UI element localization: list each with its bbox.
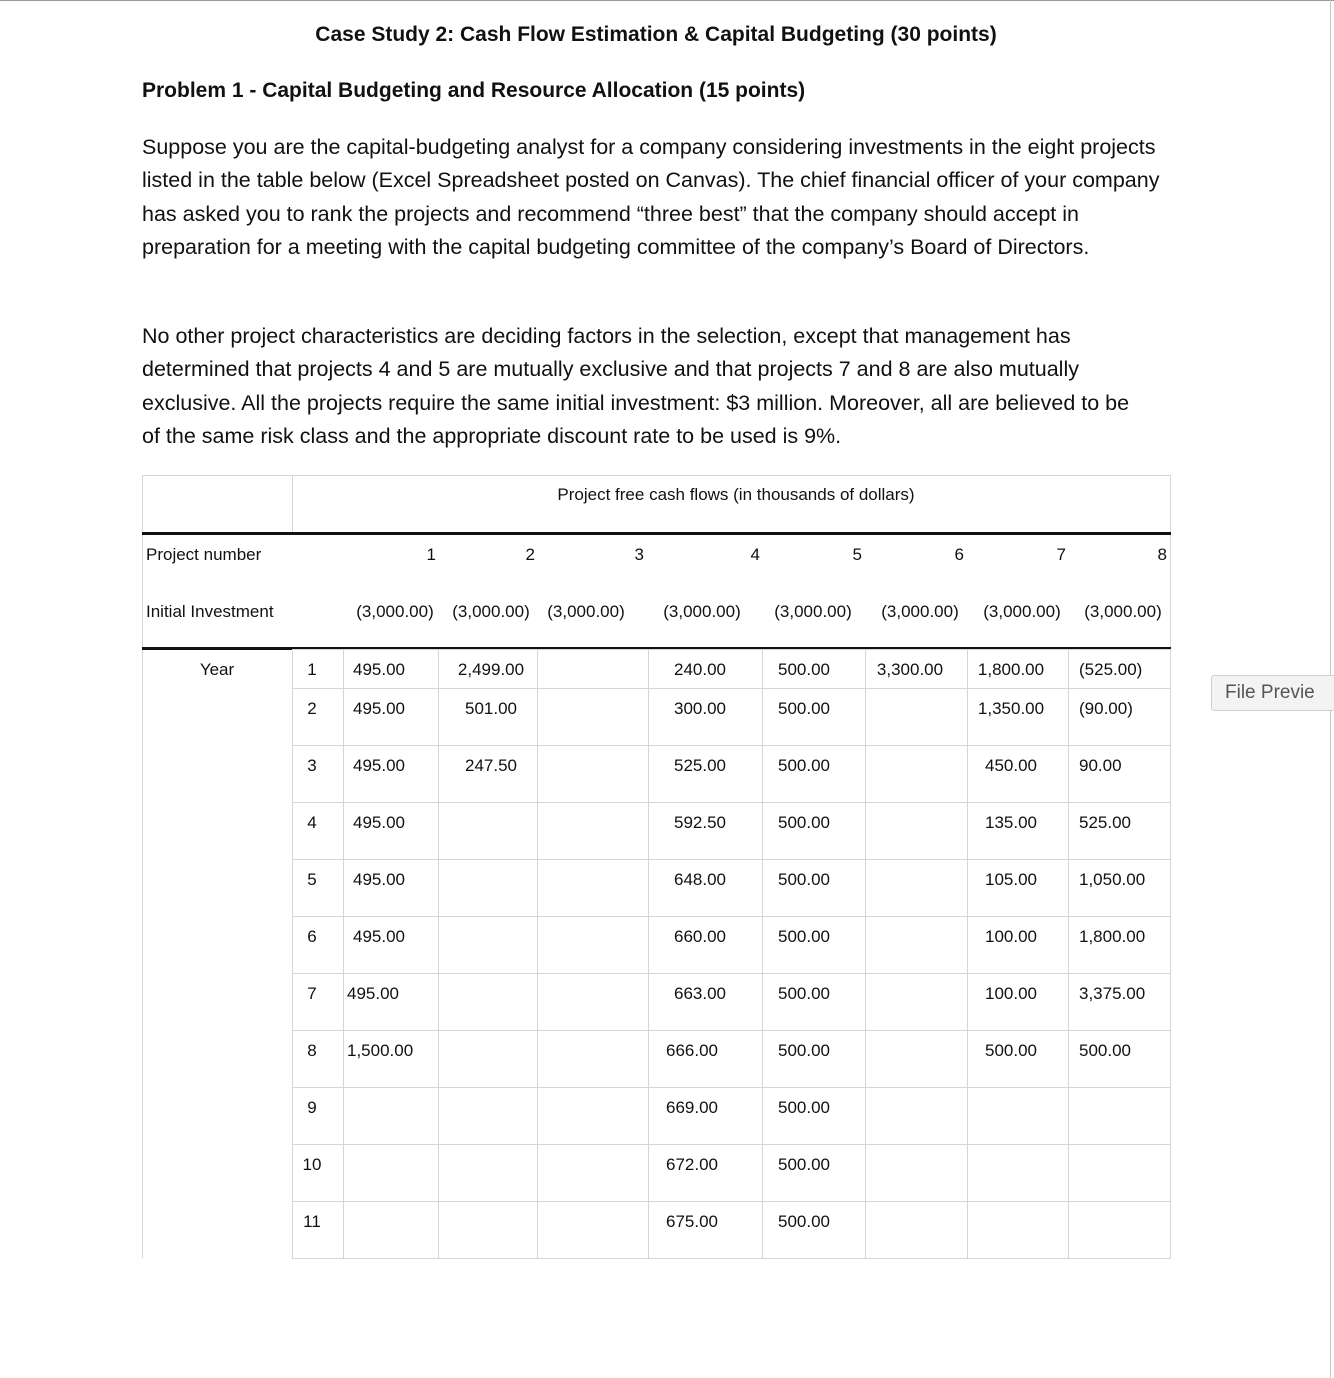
cash-flow-cell: 501.00 bbox=[465, 699, 517, 718]
initial-investment-value: (3,000.00) bbox=[547, 602, 625, 621]
cash-flow-cell: (90.00) bbox=[1079, 699, 1133, 718]
project-number-6: 6 bbox=[954, 545, 964, 564]
project-number-7: 7 bbox=[1056, 545, 1066, 564]
table-caption: Project free cash flows (in thousands of dollars) bbox=[557, 485, 915, 504]
cash-flow-cell: 495.00 bbox=[353, 756, 405, 775]
year-number: 11 bbox=[303, 1212, 321, 1231]
initial-investment-value: (3,000.00) bbox=[663, 602, 741, 621]
cash-flow-cell: 500.00 bbox=[778, 1041, 830, 1060]
year-number: 3 bbox=[307, 756, 317, 775]
cash-flow-cell: 648.00 bbox=[674, 870, 726, 889]
cash-flow-cell: 240.00 bbox=[674, 660, 726, 679]
project-number-2: 2 bbox=[525, 545, 535, 564]
year-number: 2 bbox=[307, 699, 317, 718]
cash-flow-cell: 500.00 bbox=[1079, 1041, 1131, 1060]
table-divider-caption bbox=[292, 475, 293, 533]
table-grid-row bbox=[292, 1144, 1171, 1145]
project-number-8: 8 bbox=[1157, 545, 1167, 564]
table-grid-column bbox=[1170, 649, 1171, 1258]
year-number: 8 bbox=[307, 1041, 317, 1060]
cash-flow-cell: 495.00 bbox=[353, 870, 405, 889]
constraints-paragraph: No other project characteristics are deciding factors in the selection, except that management has determined that projects 4 and 5 are mutually exclusive and that projects 7 and 8 are also mutually exclusive. All the projects require the same initial investment: $3 million. Moreover, all are believed to be of the same risk class and the appropriate discount rate to be used is 9%. bbox=[142, 324, 1130, 448]
cash-flow-cell: 675.00 bbox=[666, 1212, 718, 1231]
project-number-1: 1 bbox=[426, 545, 436, 564]
project-number-label: Project number bbox=[146, 545, 262, 564]
cash-flow-cell: (525.00) bbox=[1079, 660, 1143, 679]
cash-flow-cell: 1,800.00 bbox=[1079, 927, 1146, 946]
cash-flow-cell: 500.00 bbox=[778, 813, 830, 832]
initial-investment-value: (3,000.00) bbox=[356, 602, 434, 621]
initial-investment-value: (3,000.00) bbox=[452, 602, 530, 621]
cash-flow-cell: 500.00 bbox=[778, 870, 830, 889]
table-grid-row bbox=[292, 1258, 1171, 1259]
cash-flow-cell: 495.00 bbox=[353, 699, 405, 718]
initial-investment-label: Initial Investment bbox=[146, 602, 274, 621]
cash-flow-cell: 2,499.00 bbox=[457, 660, 525, 679]
cash-flow-cell: 300.00 bbox=[674, 699, 726, 718]
year-number: 9 bbox=[307, 1098, 317, 1117]
intro-paragraph: Suppose you are the capital-budgeting analyst for a company considering investments in the eight projects listed in the table below (Excel Spreadsheet posted on Canvas). The chief financial officer of your company has asked you to rank the projects and recommend “three best” that the company should accept in preparation for a meeting with the capital budgeting committee of the company’s Board of Directors. bbox=[142, 135, 1160, 259]
table-grid-row bbox=[292, 916, 1171, 917]
cash-flow-cell: 663.00 bbox=[674, 984, 726, 1003]
year-number: 5 bbox=[307, 870, 317, 889]
cash-flow-cell: 672.00 bbox=[666, 1155, 718, 1174]
table-grid-column bbox=[292, 649, 293, 1258]
table-grid-row bbox=[292, 973, 1171, 974]
cash-flow-cell: 3,300.00 bbox=[876, 660, 944, 679]
cash-flow-cell: 1,350.00 bbox=[977, 699, 1045, 718]
cash-flow-cell: 500.00 bbox=[778, 984, 830, 1003]
cash-flow-cell: 135.00 bbox=[985, 813, 1037, 832]
cash-flow-cell: 1,050.00 bbox=[1079, 870, 1146, 889]
table-grid-row bbox=[292, 1201, 1171, 1202]
file-preview-button[interactable]: File Previe bbox=[1211, 675, 1334, 711]
year-number: 6 bbox=[307, 927, 317, 946]
cash-flow-cell: 495.00 bbox=[353, 813, 405, 832]
cash-flow-cell: 500.00 bbox=[778, 1155, 830, 1174]
cash-flow-cell: 495.00 bbox=[353, 660, 405, 679]
table-rule-under-caption bbox=[142, 532, 1171, 535]
cash-flow-cell: 100.00 bbox=[985, 984, 1037, 1003]
project-number-5: 5 bbox=[852, 545, 862, 564]
cash-flow-cell: 1,800.00 bbox=[977, 660, 1045, 679]
project-number-4: 4 bbox=[750, 545, 760, 564]
cash-flow-cell: 247.50 bbox=[465, 756, 517, 775]
cash-flow-cell: 500.00 bbox=[778, 927, 830, 946]
cash-flow-cell: 1,500.00 bbox=[347, 1041, 414, 1060]
cash-flow-cell: 3,375.00 bbox=[1079, 984, 1146, 1003]
initial-investment-value: (3,000.00) bbox=[774, 602, 852, 621]
cash-flow-cell: 500.00 bbox=[778, 756, 830, 775]
table-grid-row bbox=[292, 802, 1171, 803]
table-grid-column bbox=[967, 649, 968, 1258]
cash-flow-cell: 500.00 bbox=[778, 660, 830, 679]
project-number-3: 3 bbox=[634, 545, 644, 564]
cash-flow-cell: 90.00 bbox=[1079, 756, 1122, 775]
table-grid-column bbox=[537, 649, 538, 1258]
table-grid-row bbox=[292, 1030, 1171, 1031]
cash-flow-cell: 105.00 bbox=[985, 870, 1037, 889]
table-grid-column bbox=[648, 649, 649, 1258]
case-study-title: Case Study 2: Cash Flow Estimation & Capital Budgeting (30 points) bbox=[315, 23, 997, 46]
cash-flow-cell: 450.00 bbox=[985, 756, 1037, 775]
cash-flow-cell: 495.00 bbox=[347, 984, 399, 1003]
cash-flow-cell: 592.50 bbox=[674, 813, 726, 832]
year-number: 7 bbox=[307, 984, 317, 1003]
year-number: 1 bbox=[307, 660, 317, 679]
table-grid-column bbox=[438, 649, 439, 1258]
page-top-border bbox=[0, 0, 1334, 1]
cash-flow-cell: 500.00 bbox=[778, 1212, 830, 1231]
table-grid-column bbox=[865, 649, 866, 1258]
cash-flow-cell: 666.00 bbox=[666, 1041, 718, 1060]
table-grid-column bbox=[1068, 649, 1069, 1258]
table-grid-row bbox=[292, 688, 1171, 689]
year-number: 4 bbox=[307, 813, 317, 832]
table-grid-row bbox=[292, 859, 1171, 860]
cash-flow-cell: 669.00 bbox=[666, 1098, 718, 1117]
initial-investment-value: (3,000.00) bbox=[1084, 602, 1162, 621]
initial-investment-value: (3,000.00) bbox=[983, 602, 1061, 621]
cash-flow-cell: 500.00 bbox=[778, 699, 830, 718]
table-grid-row bbox=[292, 649, 1171, 650]
table-grid-row bbox=[292, 745, 1171, 746]
table-frame-left bbox=[142, 475, 143, 1258]
cash-flow-cell: 100.00 bbox=[985, 927, 1037, 946]
year-label: Year bbox=[199, 660, 235, 679]
problem-title: Problem 1 - Capital Budgeting and Resource Allocation (15 points) bbox=[142, 79, 806, 102]
initial-investment-value: (3,000.00) bbox=[881, 602, 959, 621]
cash-flow-cell: 660.00 bbox=[674, 927, 726, 946]
cash-flow-cell: 500.00 bbox=[985, 1041, 1037, 1060]
cash-flow-cell: 500.00 bbox=[778, 1098, 830, 1117]
cash-flow-cell: 495.00 bbox=[353, 927, 405, 946]
table-grid-column bbox=[762, 649, 763, 1258]
cash-flow-cell: 525.00 bbox=[674, 756, 726, 775]
table-grid-row bbox=[292, 1087, 1171, 1088]
cash-flow-cell: 525.00 bbox=[1079, 813, 1131, 832]
table-grid-column bbox=[343, 649, 344, 1258]
table-frame-top bbox=[142, 475, 1171, 476]
year-number: 10 bbox=[302, 1155, 322, 1174]
